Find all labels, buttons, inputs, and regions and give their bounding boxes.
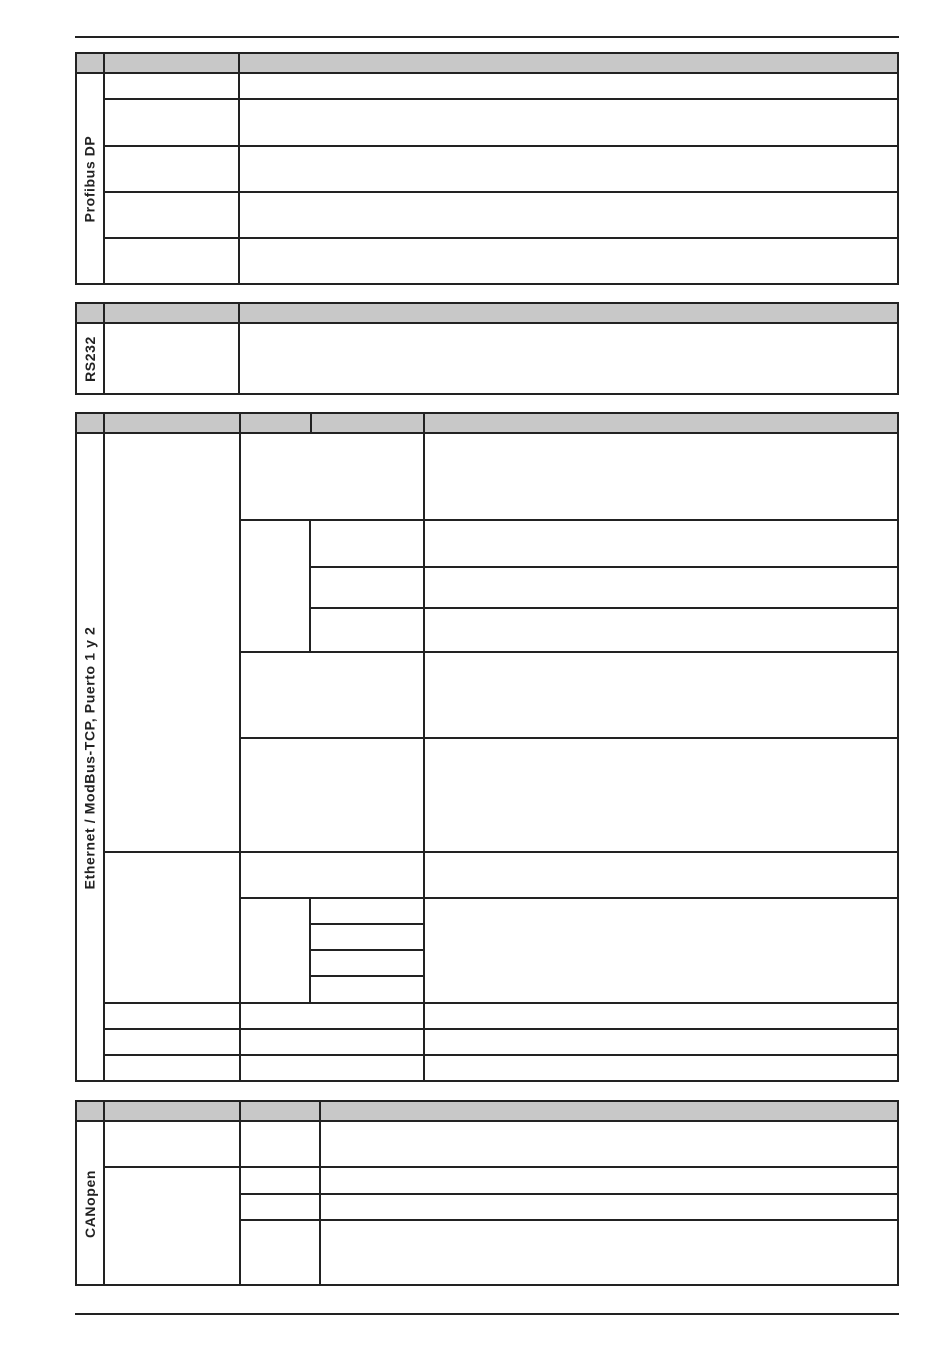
- profibus-section-label: Profibus DP: [81, 135, 98, 223]
- profibus-row-line: [104, 145, 898, 147]
- ethernet-row-line: [240, 651, 898, 653]
- ethernet-row-line: [310, 949, 424, 951]
- ethernet-col-line: [239, 413, 241, 1081]
- rs232-col-line: [103, 303, 105, 394]
- profibus-col-line: [238, 53, 240, 284]
- ethernet-section-label: Ethernet / ModBus-TCP, Puerto 1 y 2: [81, 626, 98, 889]
- rs232-row-line: [76, 322, 898, 324]
- profibus-row-line: [76, 72, 898, 74]
- profibus-frame: [75, 52, 899, 285]
- canopen-row-line: [76, 1120, 898, 1122]
- ethernet-col-line: [103, 413, 105, 1081]
- profibus-row-line: [104, 191, 898, 193]
- ethernet-row-line: [104, 1028, 898, 1030]
- canopen-col-line: [103, 1101, 105, 1285]
- rs232-frame: [75, 302, 899, 395]
- ethernet-col-line: [423, 413, 425, 1081]
- ethernet-row-line: [240, 737, 898, 739]
- rs232-col-line: [238, 303, 240, 394]
- ethernet-row-line: [310, 975, 424, 977]
- ethernet-frame: [75, 412, 899, 1082]
- ethernet-row-line: [240, 519, 898, 521]
- ethernet-row-line: [310, 923, 424, 925]
- canopen-row-line: [240, 1219, 898, 1221]
- profibus-row-line: [104, 237, 898, 239]
- profibus-row-line: [104, 98, 898, 100]
- ethernet-row-line: [240, 897, 898, 899]
- rs232-section-label: RS232: [81, 336, 98, 382]
- page-top-rule: [75, 36, 899, 38]
- ethernet-row-line: [76, 432, 898, 434]
- ethernet-row-line: [310, 607, 898, 609]
- canopen-section-label: CANopen: [81, 1169, 98, 1238]
- ethernet-row-line: [104, 1054, 898, 1056]
- canopen-row-line: [104, 1166, 898, 1168]
- canopen-row-line: [240, 1193, 898, 1195]
- ethernet-row-line: [104, 851, 898, 853]
- ethernet-row-line: [104, 1002, 898, 1004]
- page-bottom-rule: [75, 1313, 899, 1315]
- profibus-col-line: [103, 53, 105, 284]
- ethernet-subcol-line: [310, 413, 312, 433]
- ethernet-row-line: [310, 566, 898, 568]
- ethernet-subcol-line: [309, 519, 311, 652]
